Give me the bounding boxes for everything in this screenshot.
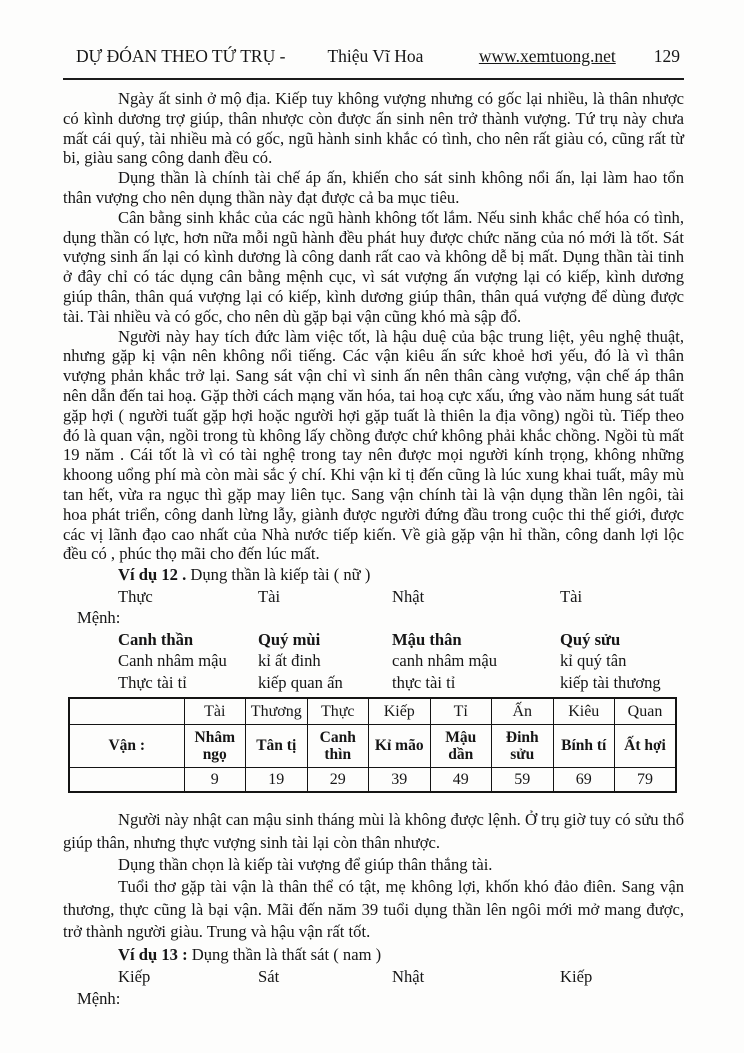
table-pillar-cell: Tân tị <box>246 725 308 768</box>
hidden-stems: Canh nhâm mậu <box>118 651 227 671</box>
table-header-row <box>69 698 676 725</box>
menh-label: Mệnh: <box>77 989 121 1009</box>
table-header-cell: Thực <box>307 698 369 725</box>
table-age-cell: 29 <box>307 768 369 793</box>
van-luck-table <box>68 697 677 793</box>
god-label: Sát <box>258 966 280 986</box>
page-number: 129 <box>653 46 680 66</box>
website-url: www.xemtuong.net <box>478 46 616 66</box>
table-age-cell: 49 <box>430 768 492 793</box>
body-text-after-table <box>63 809 684 943</box>
table-ages-row <box>69 768 676 793</box>
table-header-cell: Tài <box>184 698 246 725</box>
table-pillar-cell: Bính tí <box>553 725 615 768</box>
example-12-gods2-row <box>63 672 684 694</box>
page-content <box>63 46 684 1011</box>
table-header-cell: Quan <box>615 698 677 725</box>
table-header-cell: Thương <box>246 698 308 725</box>
god-list: kiếp tài thương <box>560 672 661 692</box>
paragraph: Cân bằng sinh khắc của các ngũ hành không tốt lắm. Nếu sinh khắc chế hóa có tình, dụng thần có lực, hơn nữa mỗi ngũ hành đều phát huy được chức năng của nó mới là tốt. Sát vượng sinh ấn lại có kình dương là công danh rất cao và không dễ bị mất. Dụng thần tài tinh ở đây chỉ có tác dụng cân bằng mệnh cục, vì sát vượng ấn vượng lại có kiếp, kình dương giúp thân, thân quá vượng lại có kiếp, kình dương giúp thân, thân quá vượng để dùng được tài. Tài nhiều và có gốc, cho nên dù gặp bại vận cũng khó mà sập đổ. <box>63 207 684 326</box>
menh-label: Mệnh: <box>77 608 121 628</box>
hidden-stems: kỉ ất đinh <box>258 651 321 671</box>
table-pillars-row <box>69 725 676 768</box>
example-12-pillars-row <box>63 629 684 651</box>
table-pillar-cell: Canh thìn <box>307 725 369 768</box>
table-age-cell: 59 <box>492 768 554 793</box>
god-label: Kiếp <box>560 966 593 986</box>
god-label: Kiếp <box>118 966 151 986</box>
pillar-label: Mậu thân <box>392 629 462 649</box>
table-pillar-cell: Đinh sửu <box>492 725 554 768</box>
body-text <box>63 89 684 564</box>
table-header-cell: Tỉ <box>430 698 492 725</box>
hidden-stems: canh nhâm mậu <box>392 651 498 671</box>
god-label: Nhật <box>392 966 425 986</box>
table-age-cell: 69 <box>553 768 615 793</box>
god-list: kiếp quan ấn <box>258 672 343 692</box>
paragraph: Ngày ất sinh ở mộ địa. Kiếp tuy không vượng nhưng có gốc lại nhiều, là thân nhược có kình dương trợ giúp, thân nhược còn được ấn sinh nên trở thành vượng. Tứ trụ này chưa mất cái quý, tài nhiều mà có gốc, ngũ hành sinh khắc có tình, cho nên rất giàu có, cũng rất từ bi, giàu sang công danh đều có. <box>63 89 684 168</box>
example-13-title: Dụng thần là thất sát ( nam ) <box>187 944 382 964</box>
god-label: Thực <box>118 586 153 606</box>
van-row-label: Vận : <box>69 725 184 768</box>
table-pillar-cell: Nhâm ngọ <box>184 725 246 768</box>
table-pillar-cell: Ất hợi <box>615 725 677 768</box>
example-12-heading <box>63 564 684 586</box>
example-13-label: Ví dụ 13 : <box>118 944 188 964</box>
table-age-cell: 19 <box>246 768 308 793</box>
example-13-gods-row <box>63 966 684 988</box>
table-pillar-cell: Kỉ mão <box>369 725 431 768</box>
book-title: DỰ ĐÓAN THEO TỨ TRỤ - <box>76 46 286 66</box>
example-12-title: Dụng thần là kiếp tài ( nữ ) <box>186 565 371 585</box>
paragraph: Người này hay tích đức làm việc tốt, là hậu duệ của bậc trung liệt, yêu nghệ thuật, nhưng gặp kị vận nên không nổi tiếng. Các vận kiêu ấn sức khoẻ hơi yếu, đó là vì thân vượng phản khắc trở lại. Sang sát vận chỉ vì sinh ấn nên thân càng vượng, vận chế áp thân nên dẫn đến tai hoạ. Gặp thời cách mạng văn hóa, tai hoạ cực xấu, ứng vào năm hung sát tuất gặp hợi ( người tuất gặp hợi hoặc người hợi gặp tuất là thiên la địa võng) ngồi tù. Tiếp theo đó là quan vận, ngồi trong tù không lấy chồng được chứ không phải khắc chồng. Ngồi tù mất 19 năm . Cái tốt là vì có tài nghệ trong tay nên được mọi người kính trọng, không những khoong uổng phí mà còn mài sắc ý chí. Khi vận kỉ tị đến cũng là lúc xung khai tuất, mây mù tan hết, vừa ra ngục thì gặp may liên tục. Sang vận chính tài là vận dụng thần lên ngôi, tài hoa phát triển, công danh lừng lẫy, giành được người đứng đầu trong cuộc thi thế giới, được các vị lãnh đạo cao nhất của Nhà nước tiếp kiến. Về già gặp vận hỉ thần, công danh lợi lộc đều có , phúc thọ mãi cho đến lúc mất. <box>63 326 684 564</box>
header-divider <box>63 78 684 80</box>
god-list: thực tài tỉ <box>392 672 456 692</box>
god-label: Nhật <box>392 586 425 606</box>
example-12-hidden-stems-row <box>63 650 684 672</box>
paragraph: Người này nhật can mậu sinh tháng mùi là không được lệnh. Ở trụ giờ tuy có sửu thổ giúp thân, nhưng thực vượng sinh tài lại còn thân nhược. <box>63 810 684 852</box>
table-corner-cell <box>69 698 184 725</box>
example-12-label: Ví dụ 12 . <box>118 565 187 585</box>
example-13-block <box>63 944 684 1011</box>
hidden-stems: kỉ quý tân <box>560 651 627 671</box>
page-header <box>63 46 684 67</box>
author-name: Thiệu Vĩ Hoa <box>327 46 424 66</box>
god-label: Tài <box>560 586 583 606</box>
example-12-gods-row <box>63 586 684 608</box>
table-header-cell: Ấn <box>492 698 554 725</box>
table-empty-cell <box>69 768 184 793</box>
paragraph: Dụng thần là chính tài chế áp ấn, khiến cho sát sinh không nổi ấn, lại làm hao tổn thân vượng cho nên dụng thần này đạt được cả ba mục tiêu. <box>63 168 684 207</box>
pillar-label: Quý mùi <box>258 629 321 649</box>
example-13-heading <box>63 944 684 966</box>
paragraph: Dụng thần chọn là kiếp tài vượng để giúp thân thắng tài. <box>118 854 493 874</box>
table-pillar-cell: Mậu dần <box>430 725 492 768</box>
example-12-block <box>63 564 684 693</box>
god-list: Thực tài tỉ <box>118 672 187 692</box>
pillar-label: Quý sửu <box>560 629 621 649</box>
table-header-cell: Kiếp <box>369 698 431 725</box>
god-label: Tài <box>258 586 281 606</box>
table-age-cell: 9 <box>184 768 246 793</box>
paragraph: Tuổi thơ gặp tài vận là thân thể có tật, mẹ không lợi, khốn khó đảo điên. Sang vận thương, thực cũng là bại vận. Mãi đến năm 39 tuổi dụng thần lên ngôi mới mở mang được, trở thành người giàu. Trung và hậu vận rất tốt. <box>63 877 684 942</box>
pillar-label: Canh thần <box>118 629 194 649</box>
table-age-cell: 39 <box>369 768 431 793</box>
table-header-cell: Kiêu <box>553 698 615 725</box>
table-age-cell: 79 <box>615 768 677 793</box>
